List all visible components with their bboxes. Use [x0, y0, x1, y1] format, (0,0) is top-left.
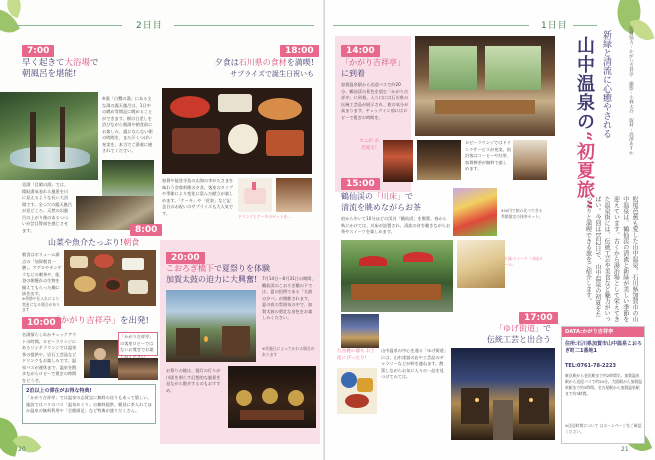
section-title-1500: 鶴仙渓の「川床」で 清流を眺めながらお茶	[341, 192, 421, 212]
data-box-details: 東京駅から金沢駅まで約2時間半。加賀温泉駅から送迎バスで約20分。大阪駅から加賀温泉駅まで約2時間。名古屋駅から加賀温泉駅まで約3時間。	[565, 373, 642, 396]
photo-taiko-drummers	[228, 366, 316, 428]
note-800: ※季節や仕入れにより変更になる場合があります	[22, 296, 60, 313]
section-body-700-a: ※湯「白鷺の湯」にある主な湯の露天風呂は、1日中の眺め等開記に眺めることができます。朝の日差しを浴びながら朝湯や朝食前にお楽しみ、露にならない朝の時間を、また汗くつばい充実を、本当でご湯着に癒されてください。	[102, 96, 153, 153]
photo-taiko-lantern	[341, 314, 379, 348]
page-number-right: 21	[621, 446, 629, 453]
page-number-left: 20	[18, 446, 26, 453]
photo-kutani-ware	[337, 368, 377, 414]
section-body-2000-b: お祭りの後は、提灯の灯りが川面を照らす幻想的な風景を見ながら散歩するのもおすすめ。	[166, 368, 221, 393]
time-badge-2000: 20:00	[166, 252, 205, 264]
photo-lobby-lounge	[118, 358, 158, 380]
tip-title: 2泊以上の滞在がお得な特典!	[26, 388, 92, 394]
section-title-1700: 「ゆげ街道」で 伝統工芸と出合う	[487, 324, 551, 344]
callout-1000: 「かがり吉祥亭」の客室ロビーではないお寛ぎでお楽しみください	[118, 332, 158, 356]
section-body-800: 朝食はボリューム満点の「加賀朝食一膳」。マグロやキンゲラなどの刺身や、能登の朝獲れの生物を揃えてもらった麺に抜を出す。	[22, 252, 62, 296]
photo-ryokan-room	[415, 36, 555, 136]
section-body-1400: 加賀温泉駅から送迎バスで約20分。鶴仙渓の景色を望む「かがり吉祥亭」に到着。入り口には石川県の伝統工芸品が展示され、旅の気分が高まります。チェックイン前にはロビーで寛ぎの時間を。	[341, 82, 409, 120]
left-page	[0, 0, 325, 460]
photo-matcha-set	[453, 188, 497, 236]
side-text-1500-b: 550円で飲み比べできる季節限定の抹茶セット。	[501, 208, 543, 219]
tip-body: 「かがり吉祥亭」では温泉の志賀宝に無料の送りもあって嬉しい。施設ではバリのパス「温泉めぐり」の無料提供、朝昼に茶入れてほか温泉の無料利用や「全館満足」など特典が盛りだくさん。	[26, 395, 152, 413]
photo-kawadoko	[341, 240, 453, 312]
callout-1700: 九谷焼の器も お土産にぴったり!	[337, 349, 376, 362]
data-box-address: 住所:石川県加賀市山中温泉こおろぎ町二1番地1	[565, 341, 643, 354]
section-title-1000: 「かがり吉祥亭」を出発!	[52, 316, 149, 326]
photo-yuge-street	[451, 348, 555, 440]
time-badge-1500: 15:00	[341, 178, 380, 190]
section-title-700: 早く起きて大浴場で 朝風呂を堪能!	[22, 58, 99, 80]
photo-drink-bar	[513, 140, 547, 180]
photo-crab-display	[383, 140, 413, 182]
photo-breakfast	[64, 250, 156, 306]
photo-lobby-lounge-drinks	[417, 140, 461, 180]
heading-credits: 取材協力・かがり吉祥亭 撮影・小林大介 取材・高澤あすか	[628, 26, 634, 155]
photo-birthday-cake	[238, 178, 272, 212]
intro-text: 松尾芭蕉も愛した山中温泉。石川県加賀市の山中温泉は、鶴仙渓の清流と新緑が美しい季節を迎えています。古くから湯治場として栄えてきた温泉街には、伝統工芸や美食など魅力がいっぱい。今回は1泊2日で、山中温泉の初夏をたっぷりと満喫できる旅をご紹介します。	[584, 196, 638, 322]
callout-1400: カニが お出迎え!	[359, 139, 379, 152]
data-box-note: ※送迎時間について はホームページをご確認ください。	[565, 423, 642, 434]
feature-heading: 新緑と清流に心癒やされる	[601, 30, 611, 138]
section-title-1400: 「かがり吉祥亭」 に到着	[341, 58, 405, 78]
photo-lobby	[84, 340, 118, 378]
section-body-1700: 山中温泉の中心を通る「ゆげ街道」には、山中漆器の店や工芸品のギャラリーなどが軒を連ねます。散策しながらお気に入りの一品を見つけてみては。	[381, 348, 446, 379]
time-badge-1400: 14:00	[341, 45, 380, 57]
time-badge-1800: 18:00	[280, 45, 319, 57]
data-box-tel: TEL:0761-78-2223	[565, 363, 616, 369]
caption-sweets: 川床スイーツ「川床ロール」	[505, 256, 543, 267]
time-badge-1000: 10:00	[22, 317, 61, 329]
time-badge-800: 8:00	[130, 224, 162, 236]
section-body-700-b: 男湯「目閑の湯」では、精貼湯気表れる風景を川に見えるような長い大浴場です。全つ穴の露天風呂が見どころ。天然の岩風呂の上がり後のあるつついが芸目腎部を感じさせます。	[22, 182, 72, 233]
side-text-1500: ロビーラウンジではドリンクサービスが充実。宿泊客はコーヒーや紅茶、加賀棒茶が無料で楽しめます。	[465, 140, 511, 171]
tip-box	[22, 384, 156, 424]
data-box	[561, 326, 645, 444]
day-label: 2日目	[136, 21, 163, 31]
photo-outdoor-bath	[0, 92, 98, 180]
photo-kawadoko-sweets	[457, 240, 505, 288]
note-2000: ※実施日によってかわる場合があります	[262, 346, 315, 357]
section-body-2000-a: 7月14日〜8月31日の期間、鶴仙渓のこおろぎ橋の下では、夏の恒例である「太鼓の夕べ」が開催されます。夏の夜の雰囲気の中で、加賀太鼓の勇壮な音色をお楽しみください。	[262, 276, 316, 320]
data-box-header: DATA:かがり吉祥亭	[562, 327, 644, 337]
day-label-right: 1日目	[541, 21, 568, 31]
photo-festival-street	[166, 290, 256, 362]
section-title-800: 山菜や魚介たっぷり!朝食	[48, 238, 140, 247]
time-badge-1700: 17:00	[519, 312, 558, 324]
photo-indoor-bath	[102, 160, 154, 196]
caption-1800: ドリンクとケーキのセットを…	[238, 214, 292, 219]
section-title-2000: こおろぎ橋下で夏祭りを体験 加賀太鼓の迫力に大興奮!	[166, 264, 270, 284]
section-body-1000: 名湯情らしれかチェックアウトの時間。ロビーラウンジにあるリシテラウンジでは温泉茶の提供や、岩石工芸品などドリンクもお楽しみです。温泉バスが運休まで、温泉を散歩ながらロビーで寛ぎの時間をどうぞ。	[22, 332, 77, 383]
photo-dinner-course	[162, 88, 312, 174]
photo-dessert	[276, 178, 312, 212]
time-badge-700: 7:00	[22, 45, 54, 57]
feature-heading-main: 山中温泉の“初夏旅”	[574, 36, 595, 211]
section-body-1800: 加賀や能登半島の山海の幸がたさまを味わう会席料理の夕食。客室のタイプや季節により変化に富んだ献立が楽しめます。「ケーキ」や「花束」など記念日のお祝いのサプライズも大人気です。	[162, 178, 234, 216]
right-page	[325, 0, 650, 460]
section-body-1500: 宿から歩いて10分ほどの渓谷「鶴仙渓」を散策。春から秋にかけては、川床が設置され、清流の音を聴きながらお茶やスイーツを楽しめます。	[341, 216, 451, 234]
section-title-1800: 夕食は石川県の食材を満喫! サプライズで誕生日祝いも	[214, 58, 314, 78]
